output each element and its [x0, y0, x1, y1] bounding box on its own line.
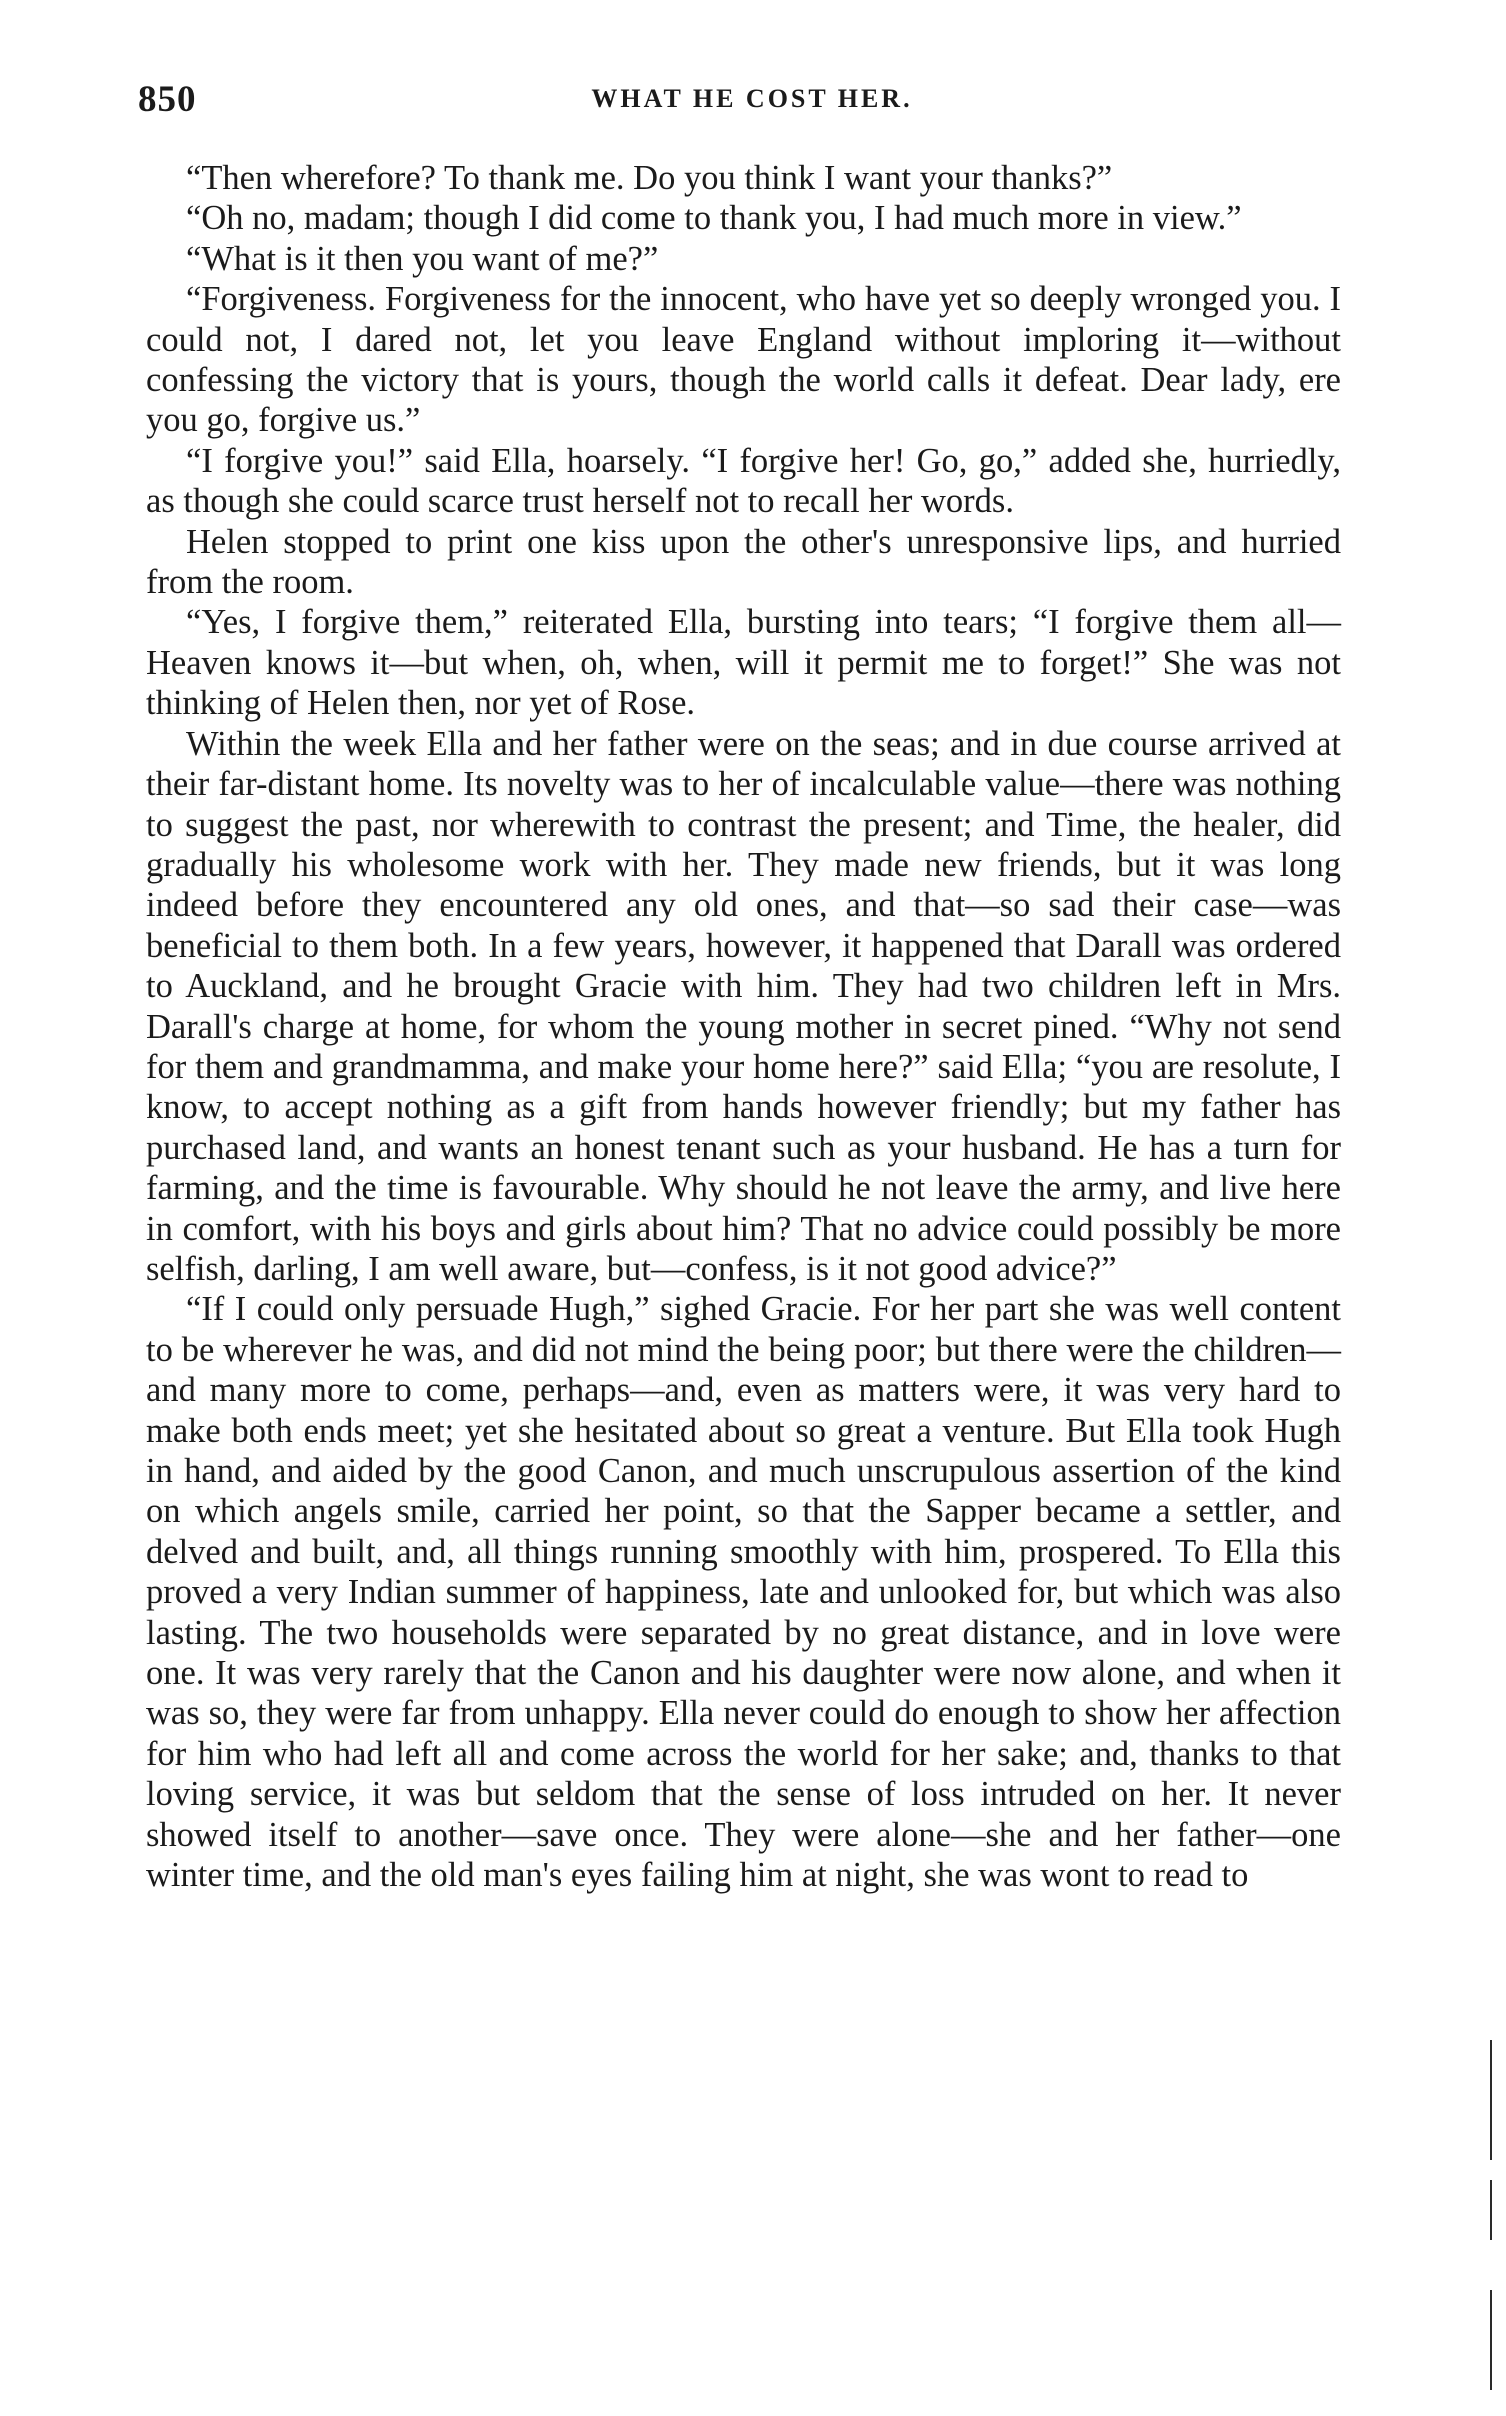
scan-edge-marks — [1488, 2000, 1494, 2400]
paragraph: “Oh no, madam; though I did come to thank you, I had much more in view.” — [186, 199, 1242, 238]
paragraph: Within the week Ella and her father were on the seas; and in due course arrived at their far-distant home. Its novelty was to her of incalculable value—there was nothing to suggest the past, nor wherewith to contrast the present; and Time, the healer, did gradually his wholesome work with her. They made new friends, but it was long indeed before they encountered any old ones, and that—so sad their case—was beneficial to them both. In a few years, however, it happened that Darall was ordered to Auckland, and he brought Gracie with him. They had two children left in Mrs. Darall's charge at home, for whom the young mother in secret pined. “Why not send for them and grandmamma, and make your home here?” said Ella; “you are resolute, I know, to accept nothing as a gift from hands however friendly; but my father has purchased land, and wants an honest tenant such as your husband. He has a turn for farming, and the time is favourable. Why should he not leave the army, and live here in comfort, with his boys and girls about him? That no advice could possibly be more selfish, darling, I am well aware, but—confess, is it not good advice?” — [146, 724, 1341, 1288]
page-header — [138, 78, 1366, 128]
scan-edge-mark — [1490, 2290, 1492, 2390]
page-number: 850 — [138, 79, 197, 120]
scan-edge-mark — [1490, 2040, 1492, 2160]
paragraph: “If I could only persuade Hugh,” sighed Gracie. For her part she was well content to be wherever he was, and did not mind the being poor; but there were the children—and many more to come, perhaps—and, even as matters were, it was very hard to make both ends meet; yet she hesitated about so great a venture. But Ella took Hugh in hand, and aided by the good Canon, and much unscrupulous assertion of the kind on which angels smile, carried her point, so that the Sapper became a settler, and delved and built, and, all things running smoothly with him, prospered. To Ella this proved a very Indian summer of happiness, late and unlooked for, but which was also lasting. The two households were separated by no great distance, and in love were one. It was very rarely that the Canon and his daughter were now alone, and when it was so, they were far from unhappy. Ella never could do enough to show her affection for him who had left all and come across the world for her sake; and, thanks to that loving service, it was but seldom that the sense of loss intruded on her. It never showed itself to another—save once. They were alone—she and her father—one winter time, and the old man's eyes failing him at night, she was wont to read to — [146, 1290, 1341, 1895]
running-title: WHAT HE COST HER. — [591, 84, 913, 113]
paragraph: “Forgiveness. Forgiveness for the innocent, who have yet so deeply wronged you. I could not, I dared not, let you leave England without imploring it—without confessing the victory that is yours, though the world calls it defeat. Dear lady, ere you go, forgive us.” — [146, 280, 1341, 440]
paragraph: “I forgive you!” said Ella, hoarsely. “I forgive her! Go, go,” added she, hurriedly, as though she could scarce trust herself not to recall her words. — [146, 441, 1341, 521]
paragraph: “Then wherefore? To thank me. Do you think I want your thanks?” — [186, 159, 1113, 197]
paragraph: “Yes, I forgive them,” reiterated Ella, bursting into tears; “I forgive them all—Heaven knows it—but when, oh, when, will it permit me to forget!” She was not thinking of Helen then, nor yet of Rose. — [146, 603, 1341, 723]
scan-edge-mark — [1490, 2180, 1492, 2240]
paragraph: “What is it then you want of me?” — [186, 239, 659, 278]
paragraph: Helen stopped to print one kiss upon the other's unresponsive lips, and hurried from the room. — [146, 522, 1341, 602]
body-text — [146, 158, 1341, 1895]
